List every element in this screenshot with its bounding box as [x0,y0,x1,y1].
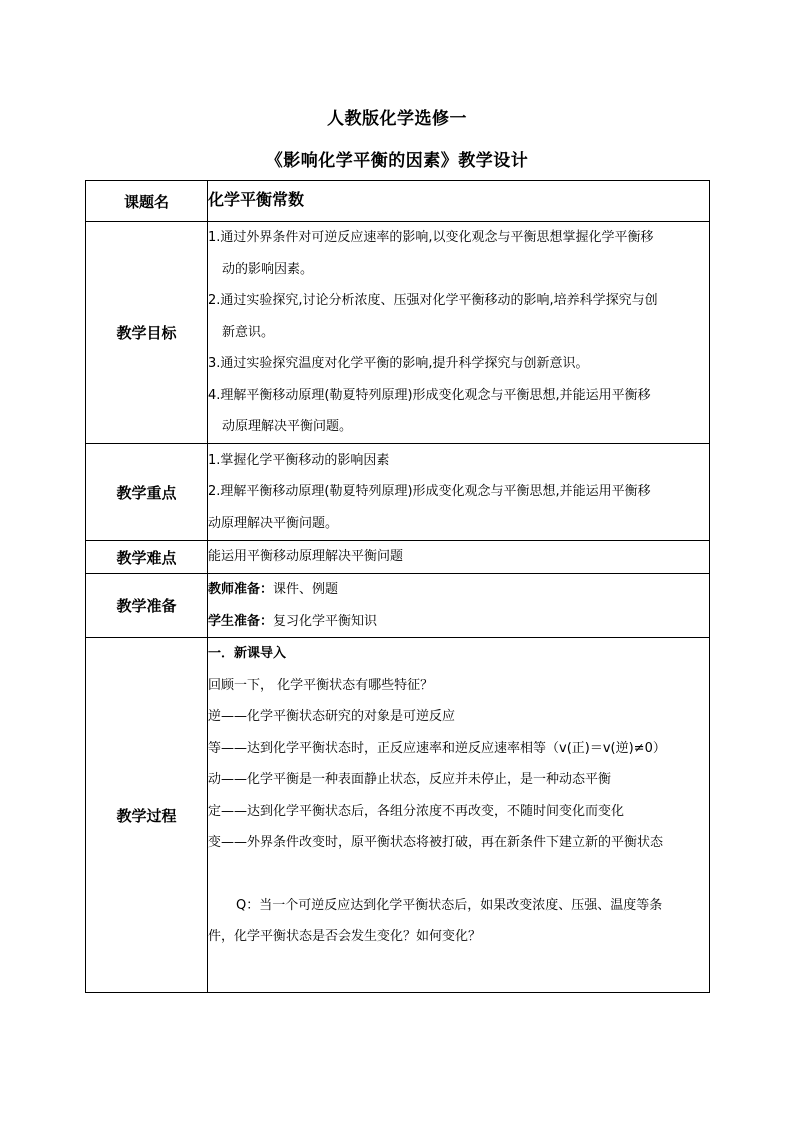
spacer [208,859,709,890]
goal-item: 3.通过实验探究温度对化学平衡的影响,提升科学探究与创新意识。 [208,356,589,372]
key-point-line: 1.掌握化学平衡移动的影响因素 [208,452,390,468]
difficulty-label: 教学难点 [86,541,208,574]
process-line: 动——化学平衡是一种表面静止状态，反应并未停止，是一种动态平衡 [208,772,612,787]
teacher-prep-label: 教师准备： [208,582,274,597]
process-line: 回顾一下， 化学平衡状态有哪些特征？ [208,677,434,693]
row-preparation [86,574,710,638]
process-section-title: 一．新课导入 [208,646,287,661]
row-difficulty [86,541,710,574]
difficulty-value: 能运用平衡移动原理解决平衡问题 [208,541,710,574]
question-line: Q：当一个可逆反应达到化学平衡状态后，如果改变浓度、压强、温度等条 [236,897,663,913]
process-line: 等——达到化学平衡状态时，正反应速率和逆反应速率相等（v(正)＝v(逆)≠0） [208,740,666,756]
process-line: 定——达到化学平衡状态后，各组分浓度不再改变，不随时间变化而变化 [208,803,625,819]
document-title: 人教版化学选修一 [327,109,467,129]
key-point-line: 动原理解决平衡问题。 [208,515,339,531]
teacher-prep-value: 课件、例题 [273,582,339,597]
process-label: 教学过程 [86,638,208,993]
topic-value: 化学平衡常数 [208,190,305,210]
goal-item: 2.通过实验探究,讨论分析浓度、压强对化学平衡移动的影响,培养科学探究与创 新意识。 [208,293,658,340]
lesson-plan-table [85,180,710,993]
process-cell [208,638,710,993]
goals-label: 教学目标 [86,222,208,444]
goal-item: 4.理解平衡移动原理(勒夏特列原理)形成变化观念与平衡思想,并能运用平衡移 动原理解决平衡问题。 [208,387,651,435]
process-line: 变——外界条件改变时，原平衡状态将被打破，再在新条件下建立新的平衡状态 [208,835,664,850]
row-topic [86,181,710,222]
question-line: 件，化学平衡状态是否会发生变化？如何变化？ [208,929,482,944]
student-prep [208,606,709,638]
document-subtitle: 《影响化学平衡的因素》教学设计 [265,151,529,171]
student-prep-value: 复习化学平衡知识 [273,613,378,629]
row-key-points [86,444,710,541]
process-line: 逆——化学平衡状态研究的对象是可逆反应 [208,709,456,724]
row-process [86,638,710,993]
key-point-line: 2.理解平衡移动原理(勒夏特列原理)形成变化观念与平衡思想,并能运用平衡移 [208,484,651,500]
goals-cell [208,222,710,444]
preparation-label: 教学准备 [86,574,208,638]
preparation-cell [208,574,710,638]
topic-cell [208,181,710,222]
goal-item: 1.通过外界条件对可逆反应速率的影响,以变化观念与平衡思想掌握化学平衡移 动的影响因素。 [208,230,654,277]
topic-label: 课题名 [86,181,208,222]
student-prep-label: 学生准备： [208,613,274,629]
key-points-cell [208,444,710,541]
key-points-label: 教学重点 [86,444,208,541]
teacher-prep [208,574,709,606]
row-goals [86,222,710,444]
